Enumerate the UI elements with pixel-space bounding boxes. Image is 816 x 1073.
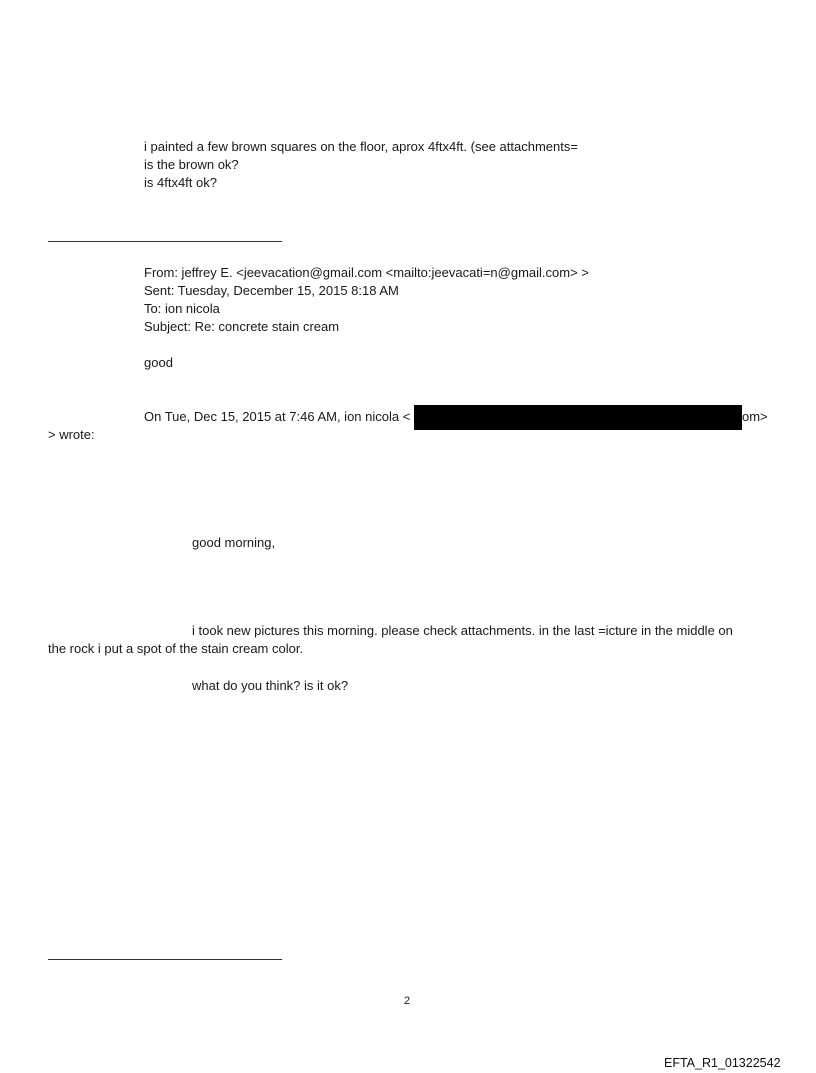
header-to: To: ion nicola <box>144 301 220 316</box>
message-line: is the brown ok? <box>144 157 239 172</box>
separator-rule <box>48 959 282 960</box>
quoted-greeting: good morning, <box>192 535 276 550</box>
reply-body: good <box>144 355 173 370</box>
quote-intro-end: om> <box>742 409 768 424</box>
page-number: 2 <box>404 995 411 1007</box>
message-line: is 4ftx4ft ok? <box>144 175 217 190</box>
quoted-paragraph-line: i took new pictures this morning. please check attachments. in the last =icture in the middle on <box>192 623 733 638</box>
quoted-paragraph-line: the rock i put a spot of the stain cream color. <box>48 641 304 656</box>
quote-intro-wrote: > wrote: <box>48 427 95 442</box>
separator-rule <box>48 241 282 242</box>
bates-number: EFTA_R1_01322542 <box>664 1056 781 1070</box>
header-sent: Sent: Tuesday, December 15, 2015 8:18 AM <box>144 283 399 298</box>
quoted-question: what do you think? is it ok? <box>192 678 349 693</box>
header-from: From: jeffrey E. <jeevacation@gmail.com <mailto:jeevacati=n@gmail.com> > <box>144 265 589 280</box>
redaction-box <box>414 405 742 430</box>
message-line: i painted a few brown squares on the floor, aprox 4ftx4ft. (see attachments= <box>144 139 578 154</box>
quote-intro: On Tue, Dec 15, 2015 at 7:46 AM, ion nicola < <box>144 409 411 424</box>
header-subject: Subject: Re: concrete stain cream <box>144 319 340 334</box>
